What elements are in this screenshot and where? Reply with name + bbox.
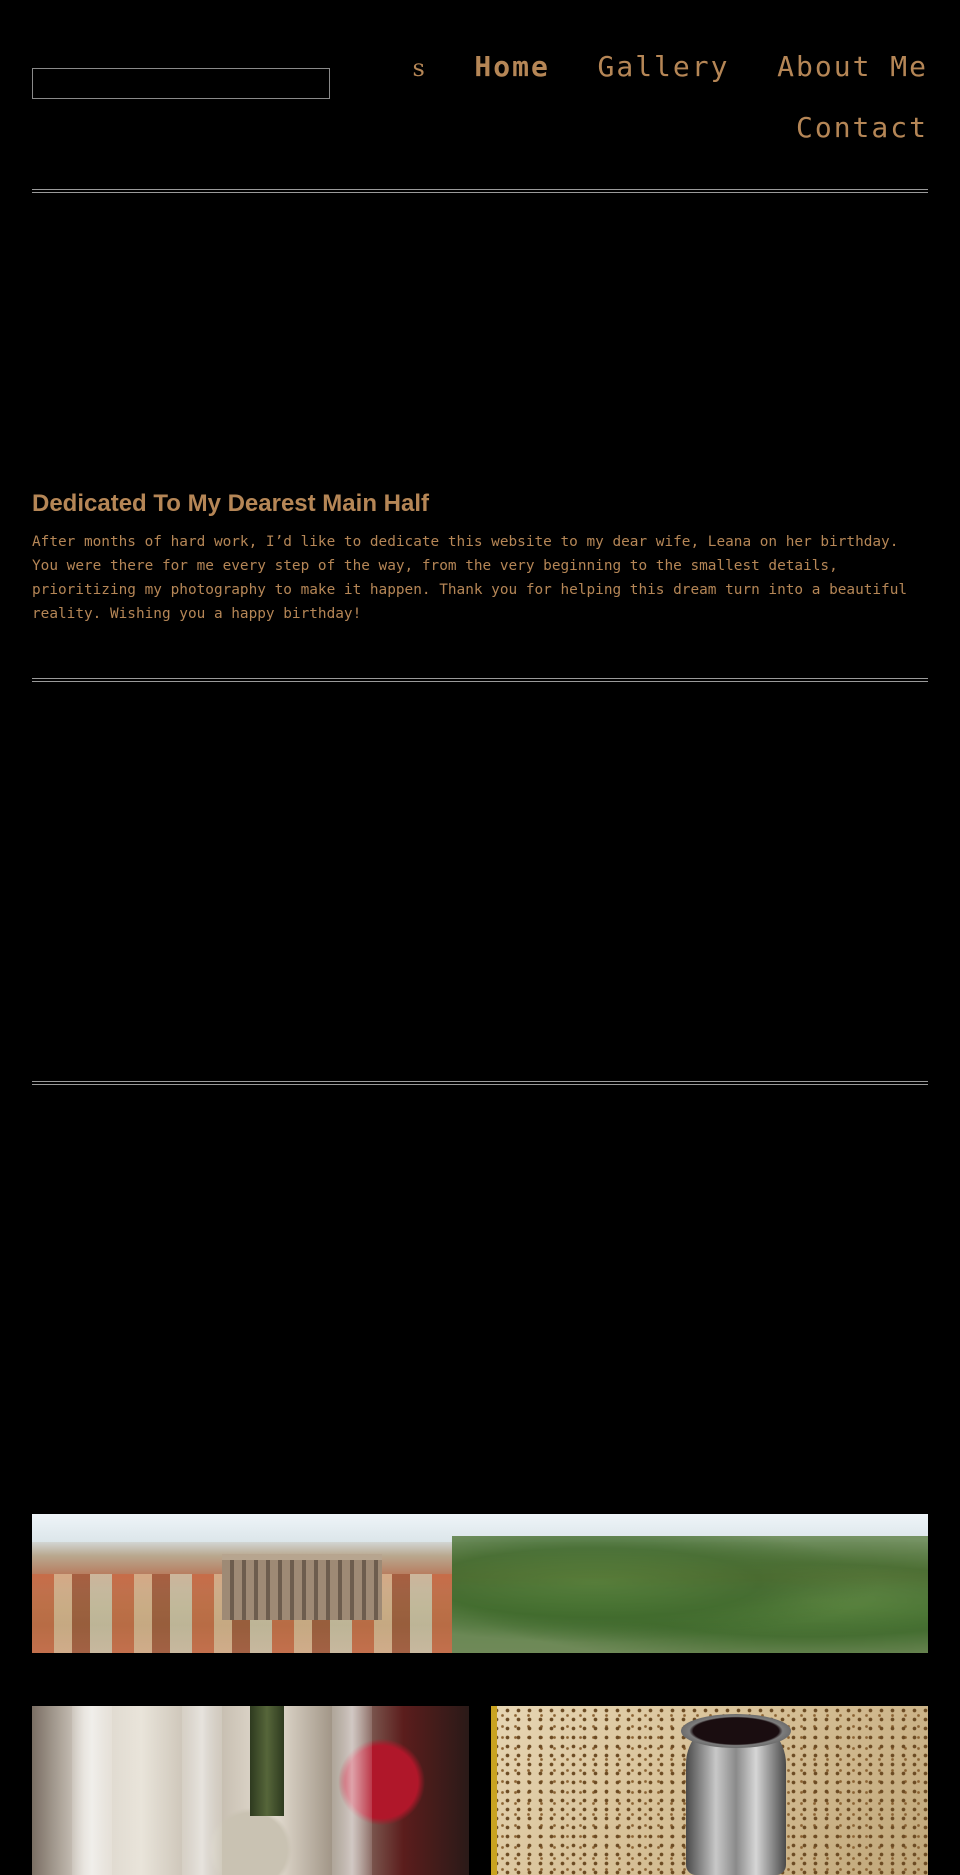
divider-rule-3 <box>32 1081 928 1085</box>
crystal-glass-shape <box>72 1706 112 1875</box>
crystal-glass-shape <box>332 1706 372 1875</box>
nav-item-truncated[interactable]: s <box>412 54 427 82</box>
dedication-heading: Dedicated To My Dearest Main Half <box>32 490 429 517</box>
matzah-plate-edge <box>491 1706 497 1875</box>
divider-rule-2 <box>32 678 928 682</box>
crystal-glass-shape <box>182 1706 222 1875</box>
site-header <box>0 0 960 190</box>
festive-table-image[interactable] <box>32 1706 469 1875</box>
nav-item-contact[interactable]: Contact <box>795 111 928 144</box>
kiddush-cup-rim <box>681 1714 791 1748</box>
divider-rule-1 <box>32 189 928 193</box>
panorama-colosseum <box>222 1554 382 1620</box>
rome-panorama-image[interactable] <box>32 1514 928 1653</box>
dedication-text: After months of hard work, I’d like to dedicate this website to my dear wife, Leana on her birthday. You were there for me every step of the way, from the very beginning to the smallest details, prioritizing my photography to make it happen. Thank you for helping this dream turn into a beautiful reality. Wishing you a happy birthday! <box>32 534 908 622</box>
site-logo[interactable] <box>32 68 330 99</box>
nav-item-gallery[interactable]: Gallery <box>597 50 730 83</box>
nav-item-about-me[interactable]: About Me <box>777 50 928 83</box>
nav-item-home[interactable]: Home <box>474 50 550 83</box>
main-nav <box>368 38 928 160</box>
wine-bottle-shape <box>250 1706 284 1816</box>
panorama-trees <box>452 1536 928 1653</box>
matzah-kiddush-cup-image[interactable] <box>491 1706 928 1875</box>
